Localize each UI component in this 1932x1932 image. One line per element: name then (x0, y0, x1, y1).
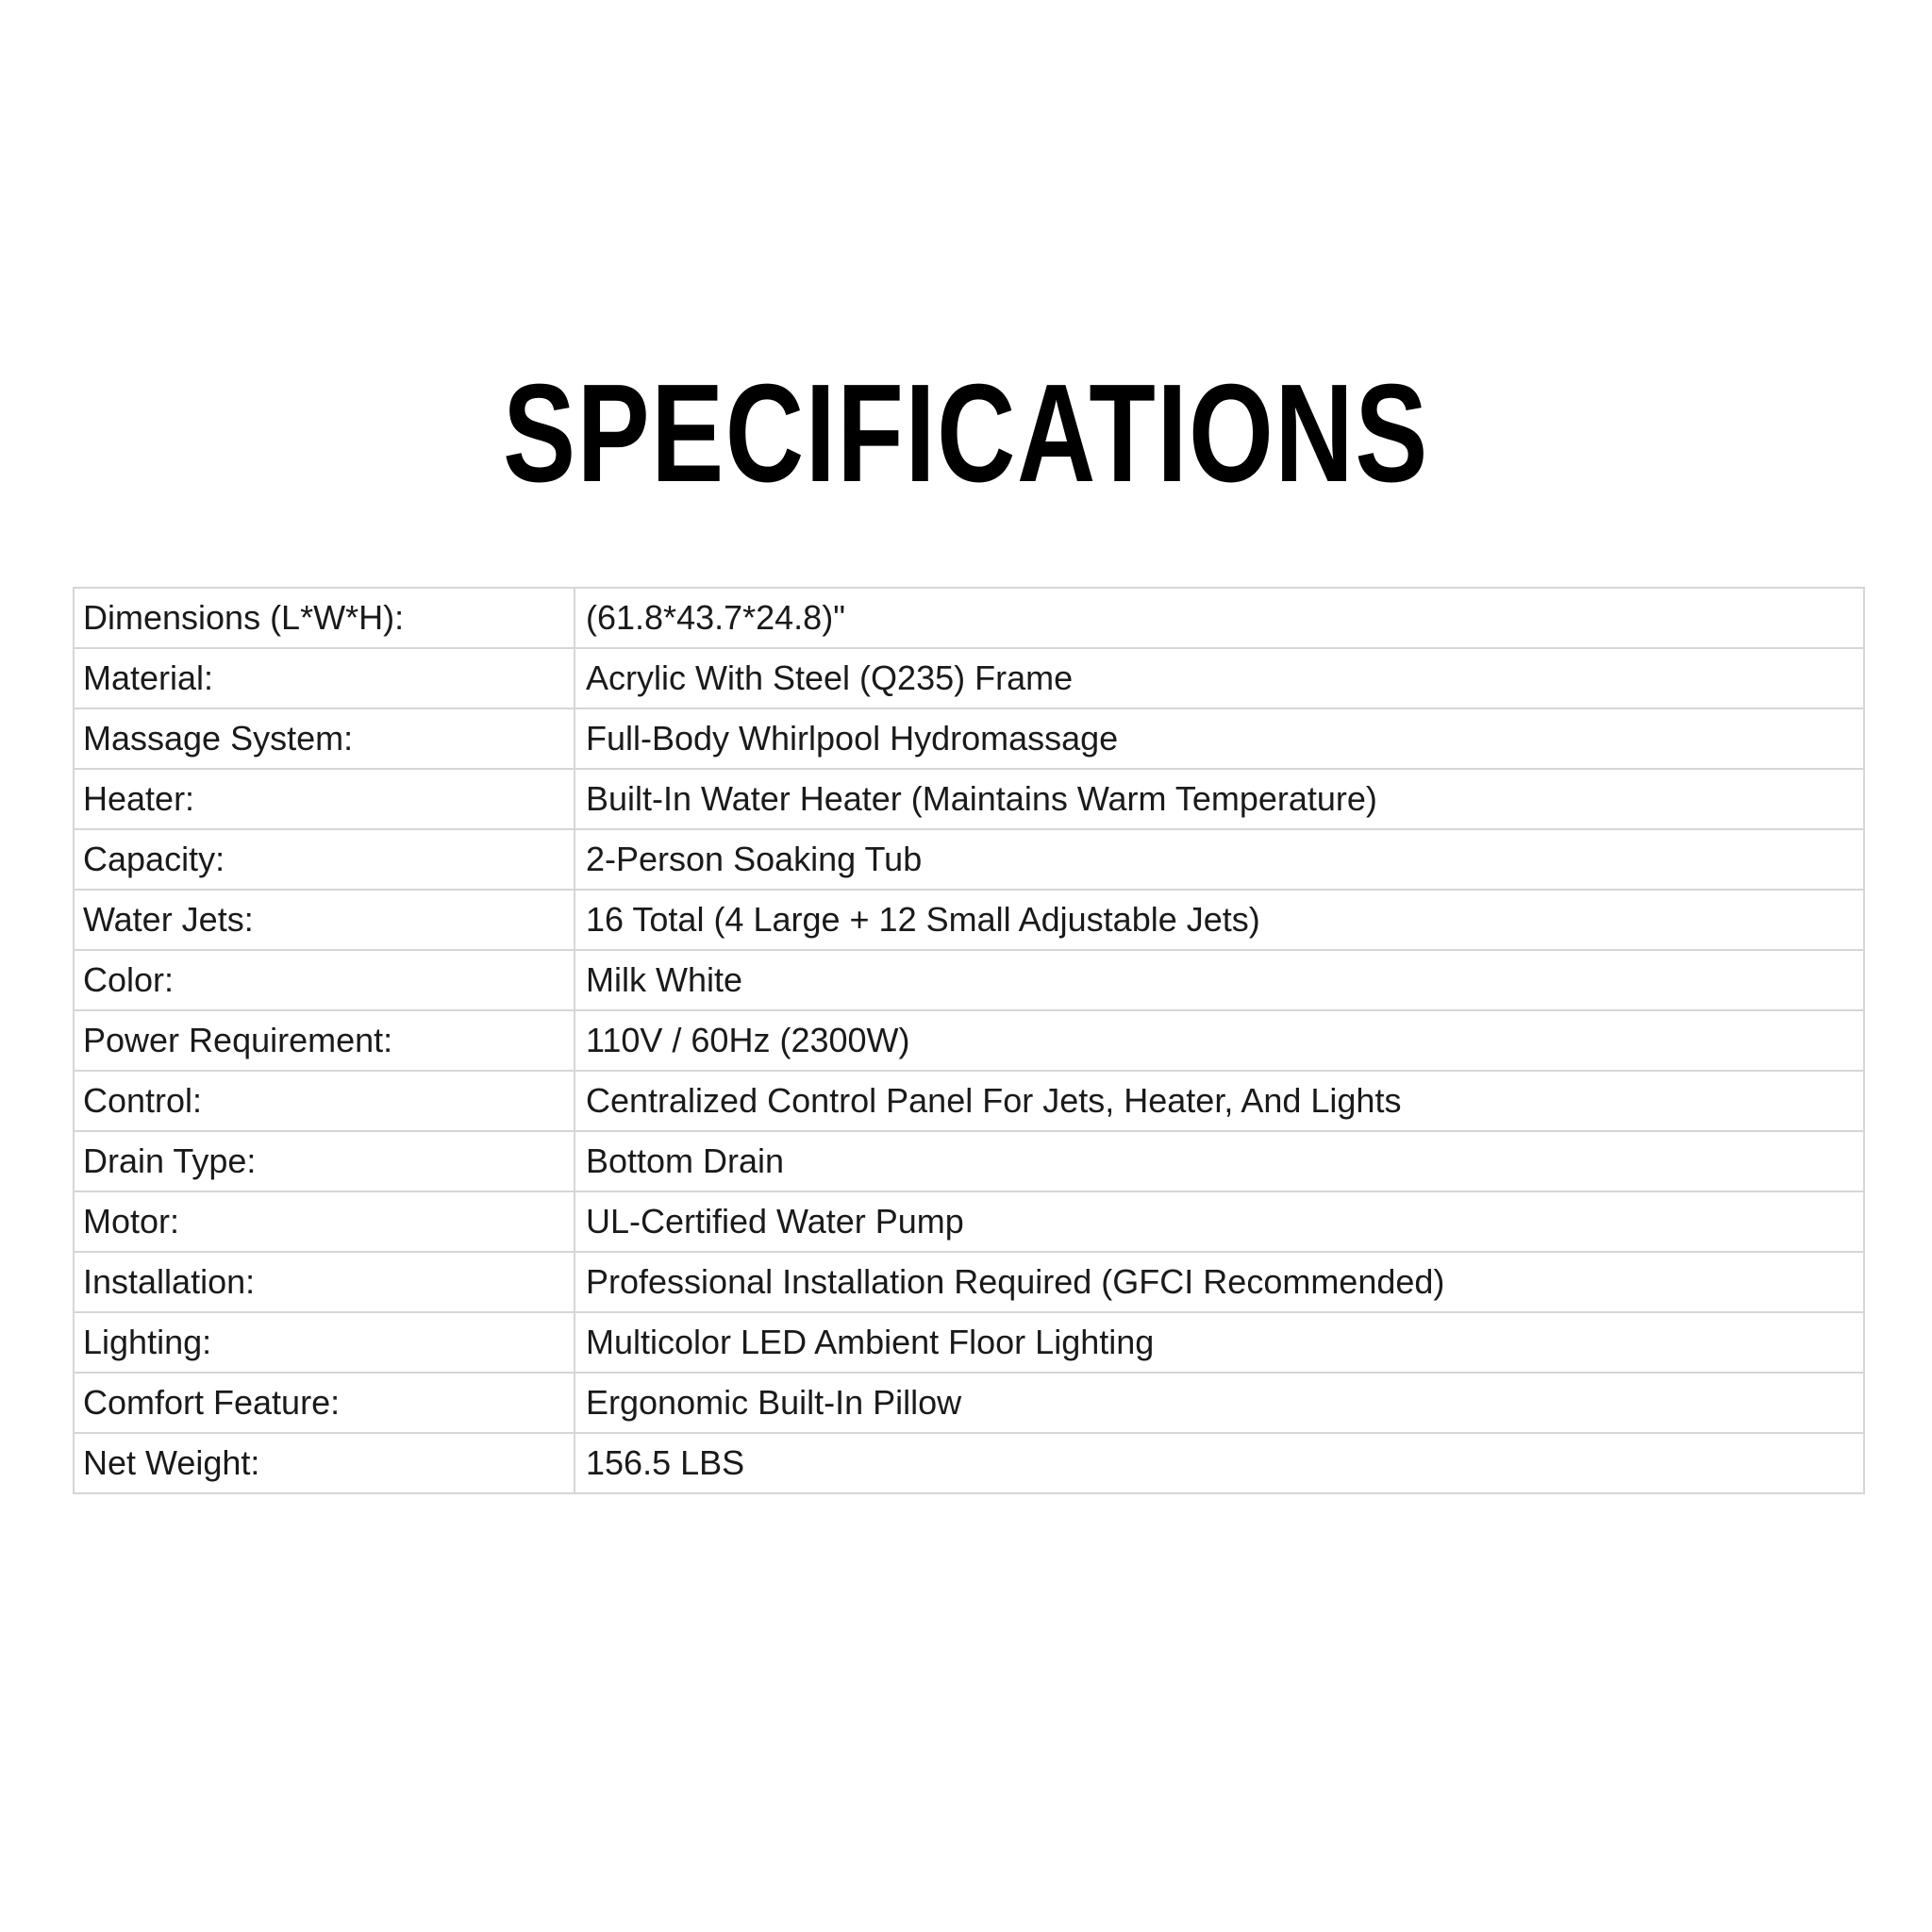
spec-row (74, 1131, 1864, 1191)
spec-value: Centralized Control Panel For Jets, Heater, And Lights (575, 1071, 1864, 1131)
spec-value: 2-Person Soaking Tub (575, 829, 1864, 890)
spec-row (74, 1010, 1864, 1071)
spec-label: Capacity: (74, 829, 575, 890)
spec-label: Lighting: (74, 1312, 575, 1373)
spec-label: Dimensions (L*W*H): (74, 588, 575, 648)
spec-row (74, 1312, 1864, 1373)
spec-value: 16 Total (4 Large + 12 Small Adjustable Jets) (575, 890, 1864, 950)
spec-value: Full-Body Whirlpool Hydromassage (575, 708, 1864, 769)
page-title: SPECIFICATIONS (503, 356, 1429, 511)
spec-row (74, 1433, 1864, 1493)
specifications-table-body (74, 588, 1864, 1493)
spec-value: 156.5 LBS (575, 1433, 1864, 1493)
spec-row (74, 588, 1864, 648)
spec-value: Ergonomic Built-In Pillow (575, 1373, 1864, 1433)
spec-row (74, 708, 1864, 769)
spec-value: 110V / 60Hz (2300W) (575, 1010, 1864, 1071)
specifications-table (73, 587, 1865, 1494)
spec-row (74, 769, 1864, 829)
spec-value: Built-In Water Heater (Maintains Warm Temperature) (575, 769, 1864, 829)
spec-value: Milk White (575, 950, 1864, 1010)
spec-label: Net Weight: (74, 1433, 575, 1493)
spec-row (74, 1071, 1864, 1131)
spec-label: Heater: (74, 769, 575, 829)
spec-label: Power Requirement: (74, 1010, 575, 1071)
spec-value: UL-Certified Water Pump (575, 1191, 1864, 1252)
spec-row (74, 648, 1864, 708)
spec-label: Color: (74, 950, 575, 1010)
spec-label: Motor: (74, 1191, 575, 1252)
spec-row (74, 1373, 1864, 1433)
spec-value: Multicolor LED Ambient Floor Lighting (575, 1312, 1864, 1373)
spec-row (74, 890, 1864, 950)
spec-label: Control: (74, 1071, 575, 1131)
spec-label: Drain Type: (74, 1131, 575, 1191)
spec-label: Comfort Feature: (74, 1373, 575, 1433)
spec-label: Installation: (74, 1252, 575, 1312)
spec-label: Water Jets: (74, 890, 575, 950)
spec-value: (61.8*43.7*24.8)" (575, 588, 1864, 648)
spec-label: Massage System: (74, 708, 575, 769)
spec-value: Professional Installation Required (GFCI Recommended) (575, 1252, 1864, 1312)
spec-row (74, 829, 1864, 890)
spec-value: Acrylic With Steel (Q235) Frame (575, 648, 1864, 708)
spec-row (74, 1191, 1864, 1252)
spec-value: Bottom Drain (575, 1131, 1864, 1191)
spec-label: Material: (74, 648, 575, 708)
spec-row (74, 950, 1864, 1010)
spec-row (74, 1252, 1864, 1312)
